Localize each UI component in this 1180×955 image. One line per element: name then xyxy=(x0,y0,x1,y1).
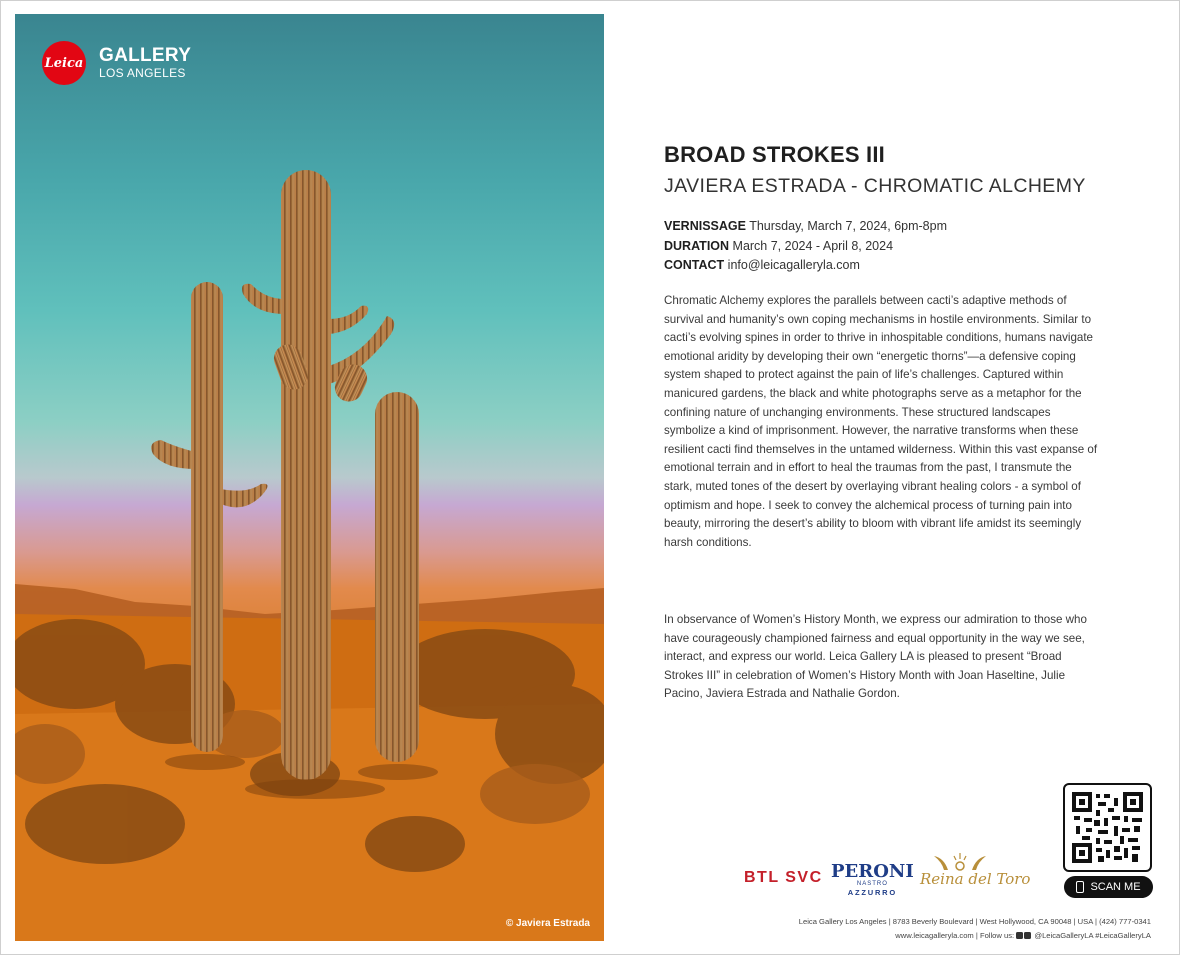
exhibition-subtitle: JAVIERA ESTRADA - CHROMATIC ALCHEMY xyxy=(664,175,1086,197)
sponsor-btl-svc-logo: BTL SVC xyxy=(744,869,823,886)
contact-email-link[interactable]: info@leicagalleryla.com xyxy=(727,258,860,272)
contact-label: CONTACT xyxy=(664,258,725,272)
scan-me-label[interactable] xyxy=(1064,876,1153,898)
phone-icon xyxy=(1076,881,1084,893)
qr-code-icon xyxy=(1072,792,1143,863)
desert-scene xyxy=(15,14,604,941)
cactus-photograph xyxy=(15,14,604,941)
sponsor-reina-del-toro-logo: Reina del Toro xyxy=(918,850,1002,898)
footer-links xyxy=(895,931,1151,940)
scan-me-text: SCAN ME xyxy=(1090,881,1141,893)
womens-history-paragraph: In observance of Women’s History Month, we express our admiration to those who have courageously championed fairness and equal opportunity in the way we see, interact, and express our world. Leica Gallery LA is pleased to present “Broad Strokes III” in celebration of Women’s History Month with Joan Haseltine, Julie Pacino, Javiera Estrada and Nathalie Gordon. xyxy=(664,613,1087,701)
vernissage-row xyxy=(664,217,947,237)
facebook-icon[interactable] xyxy=(1024,932,1031,939)
gallery-name: GALLERY xyxy=(99,45,192,66)
vernissage-value: Thursday, March 7, 2024, 6pm-8pm xyxy=(749,219,947,233)
footer-website-link[interactable]: www.leicagalleryla.com | Follow us: xyxy=(895,931,1015,940)
gallery-location: LOS ANGELES xyxy=(99,66,186,80)
leica-badge: Leica xyxy=(42,41,86,85)
qr-code[interactable] xyxy=(1063,783,1152,872)
statement-paragraph: Chromatic Alchemy explores the parallels between cacti’s adaptive methods of survival and humanity’s own coping mechanisms in hostile environments. Similar to cacti’s evolving spines in order to thrive in inhospitable conditions, humans navigate emotional aridity by developing their own “energetic thorns”—a defensive coping system shaped to protect against the pain of life’s challenges. Captured within manicured gardens, the black and white photographs serve as a metaphor for the confining nature of unchanging environments. These structured landscapes symbolize a kind of imprisonment. However, the narrative transforms when these resilient cacti find themselves in the untamed wilderness. Within this vast expanse of emotional terrain and in effort to heal the traumas from the past, I transmute the stark, muted tones of the desert by overlaying vibrant healing colors - a symbol of optimism and hope. I seek to convey the alchemical process of turning pain into beauty, mirroring the desert’s ability to bloom with vibrant life amidst its seemingly harsh conditions. xyxy=(664,294,1098,549)
contact-row xyxy=(664,256,947,276)
instagram-icon[interactable] xyxy=(1016,932,1023,939)
vernissage-label: VERNISSAGE xyxy=(664,219,746,233)
footer-address: Leica Gallery Los Angeles | 8783 Beverly Boulevard | West Hollywood, CA 90048 | USA | (424) 777-0341 xyxy=(798,917,1151,926)
sponsor-peroni-logo: PERONI NASTRO AZZURRO xyxy=(831,861,914,897)
right-saguaro xyxy=(375,392,419,762)
leica-gallery-logo xyxy=(42,41,191,85)
duration-row xyxy=(664,237,947,257)
footer-social-handle[interactable]: @LeicaGalleryLA #LeicaGalleryLA xyxy=(1034,931,1151,940)
duration-label: DURATION xyxy=(664,238,730,253)
exhibition-title: BROAD STROKES III xyxy=(664,142,885,167)
duration-value: March 7, 2024 - April 8, 2024 xyxy=(732,238,894,253)
event-details xyxy=(664,217,947,276)
photo-credit: © Javiera Estrada xyxy=(505,918,590,929)
